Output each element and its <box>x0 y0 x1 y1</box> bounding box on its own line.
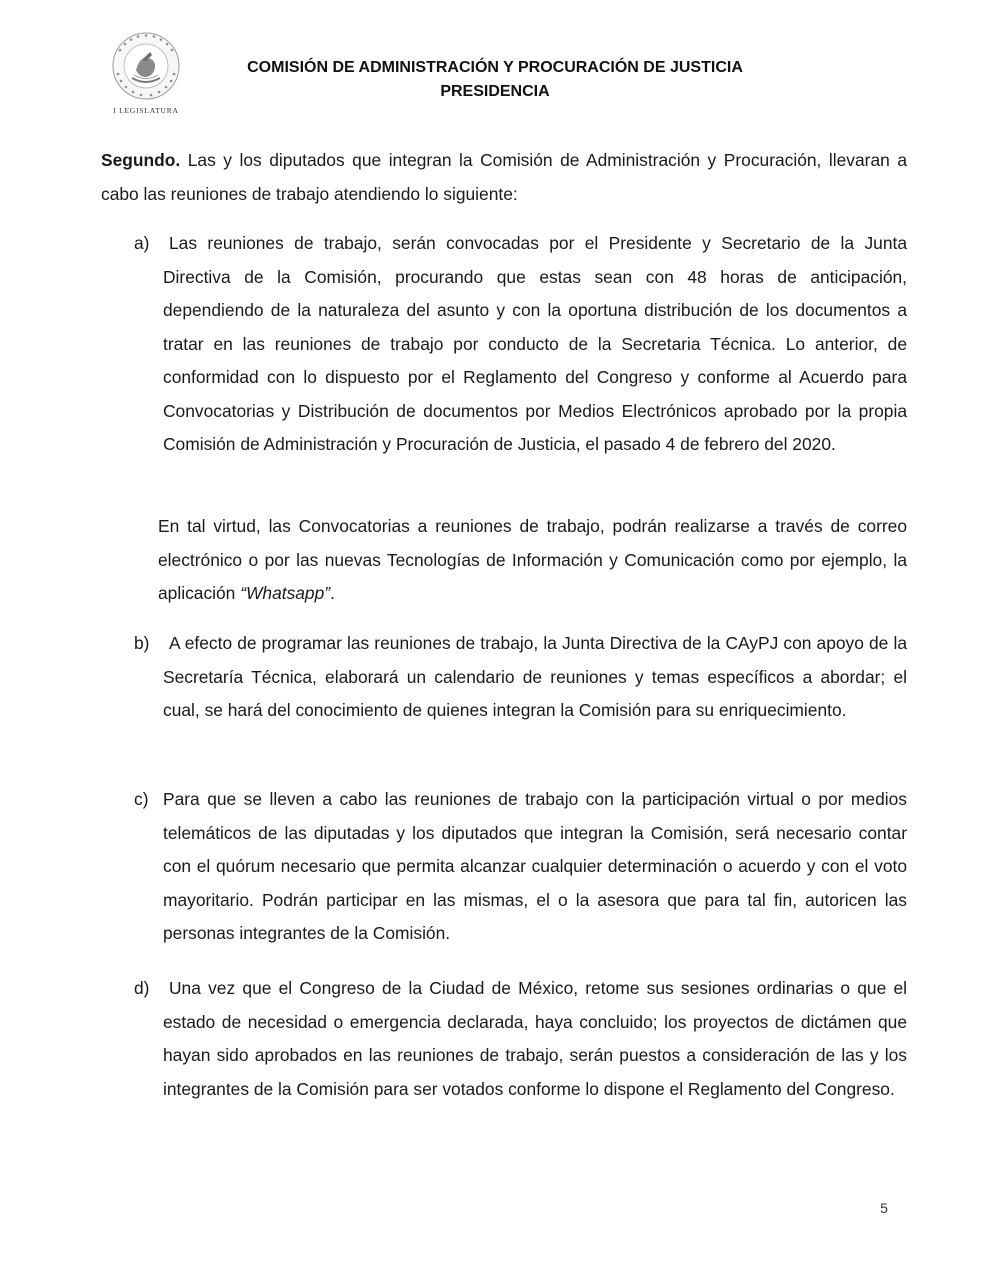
logo-caption: I LEGISLATURA <box>113 106 179 115</box>
item-b-marker: b) <box>134 633 150 653</box>
page-number: 5 <box>880 1200 888 1216</box>
followup-text: En tal virtud, las Convocatorias a reuniones de trabajo, podrán realizarse a través de correo electrónico o por las nuevas Tecnologías de Información y Comunicación como por ejemplo, la aplicación <box>158 516 907 603</box>
followup-end: . <box>330 583 335 603</box>
header-title: COMISIÓN DE ADMINISTRACIÓN Y PROCURACIÓN DE JUSTICIA <box>247 59 743 76</box>
item-c-text: Para que se lleven a cabo las reuniones de trabajo con la participación virtual o por medios telemáticos de las diputadas y los diputados que integran la Comisión, será necesario contar con el quórum necesario que permita alcanzar cualquier determinación o acuerdo y con el voto mayoritario. Podrán participar en las mismas, el o la asesora que para tal fin, autoricen las personas integrantes de la Comisión. <box>163 789 907 943</box>
item-b-text: A efecto de programar las reuniones de trabajo, la Junta Directiva de la CAyPJ con apoyo de la Secretaría Técnica, elaborará un calendario de reuniones y temas específicos a abordar; el cual, se hará del conocimiento de quienes integran la Comisión para su enriquecimiento. <box>163 633 907 720</box>
document-header <box>140 56 850 104</box>
item-a-marker: a) <box>134 233 150 253</box>
item-d-marker: d) <box>134 978 150 998</box>
item-a-text: Las reuniones de trabajo, serán convocadas por el Presidente y Secretario de la Junta Directiva de la Comisión, procurando que estas sean con 48 horas de anticipación, dependiendo de la naturaleza del asunto y con la oportuna distribución de los documentos a tratar en las reuniones de trabajo por conducto de la Secretaria Técnica. Lo anterior, de conformidad con lo dispuesto por el Reglamento del Congreso y conforme al Acuerdo para Convocatorias y Distribución de documentos por Medios Electrónicos aprobado por la propia Comisión de Administración y Procuración de Justicia, el pasado 4 de febrero del 2020. <box>163 233 907 454</box>
item-c-marker: c) <box>134 789 149 809</box>
whatsapp-emphasis: “Whatsapp” <box>240 583 331 603</box>
intro-text: Las y los diputados que integran la Comisión de Administración y Procuración, llevaran a cabo las reuniones de trabajo atendiendo lo siguiente: <box>101 150 907 204</box>
intro-label: Segundo. <box>101 150 181 170</box>
intro-paragraph <box>101 144 907 211</box>
followup-paragraph <box>158 510 907 611</box>
header-subtitle: PRESIDENCIA <box>440 83 550 100</box>
item-d-text: Una vez que el Congreso de la Ciudad de México, retome sus sesiones ordinarias o que el estado de necesidad o emergencia declarada, haya concluido; los proyectos de dictámen que hayan sido aprobados en las reuniones de trabajo, serán puestos a consideración de las y los integrantes de la Comisión para ser votados conforme lo dispone el Reglamento del Congreso. <box>163 978 907 1099</box>
